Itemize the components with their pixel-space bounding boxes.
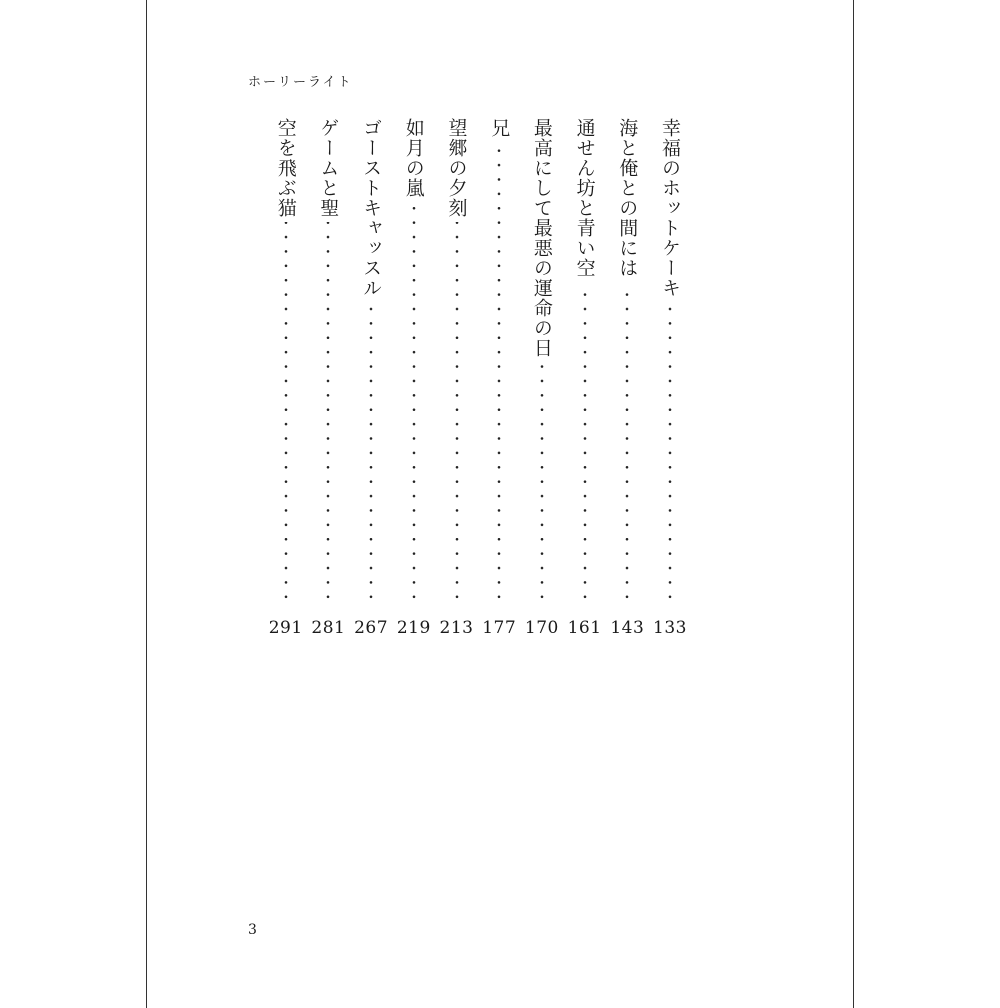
toc-entry-title: 海と俺との間には	[616, 118, 639, 278]
toc-entry-page: 143	[610, 618, 645, 638]
toc-entry[interactable]	[439, 118, 474, 648]
toc-leader-dots	[540, 362, 544, 604]
toc-leader-dots	[497, 142, 501, 604]
toc-entry-page: 213	[439, 618, 474, 638]
toc-entry-page: 177	[482, 618, 517, 638]
toc-entry-title: ゲームと聖	[317, 118, 340, 218]
toc-entry-title: 望郷の夕刻	[445, 118, 468, 218]
toc-leader-dots	[583, 282, 587, 604]
toc-entry[interactable]	[610, 118, 645, 648]
toc-entry-title: 通せん坊と青い空	[573, 118, 596, 278]
toc-entry-title: 兄	[488, 118, 511, 138]
toc-entry[interactable]	[653, 118, 687, 648]
toc-entry-page: 267	[354, 618, 389, 638]
toc-entry[interactable]	[524, 118, 559, 648]
toc-entry-page: 291	[268, 618, 303, 638]
toc-entry[interactable]	[567, 118, 602, 648]
toc-entry[interactable]	[482, 118, 517, 648]
toc-entry-page: 170	[524, 618, 559, 638]
toc-entry-title: 如月の嵐	[402, 118, 425, 198]
toc-entry[interactable]	[311, 118, 346, 648]
toc-leader-dots	[284, 222, 288, 604]
toc-entry[interactable]	[268, 118, 303, 648]
running-head: ホーリーライト	[248, 75, 353, 90]
toc-entry-page: 161	[567, 618, 602, 638]
toc-leader-dots	[625, 282, 629, 604]
page-number: 3	[248, 922, 257, 938]
toc-leader-dots	[369, 302, 373, 604]
toc-entry-title: ゴーストキャッスル	[360, 118, 383, 298]
toc-entry-title: 幸福のホットケーキ	[659, 118, 681, 298]
toc-entry-page: 133	[653, 618, 687, 638]
toc-leader-dots	[455, 222, 459, 604]
toc-entry-page: 219	[396, 618, 431, 638]
toc-entry-title: 最高にして最悪の運命の日	[530, 118, 553, 358]
toc-entry-title: 空を飛ぶ猫	[274, 118, 297, 218]
toc-leader-dots	[412, 202, 416, 604]
toc-entry-page: 281	[311, 618, 346, 638]
toc-entry[interactable]	[354, 118, 389, 648]
toc-leader-dots	[326, 222, 330, 604]
toc-leader-dots	[668, 302, 672, 604]
toc-entry[interactable]	[396, 118, 431, 648]
